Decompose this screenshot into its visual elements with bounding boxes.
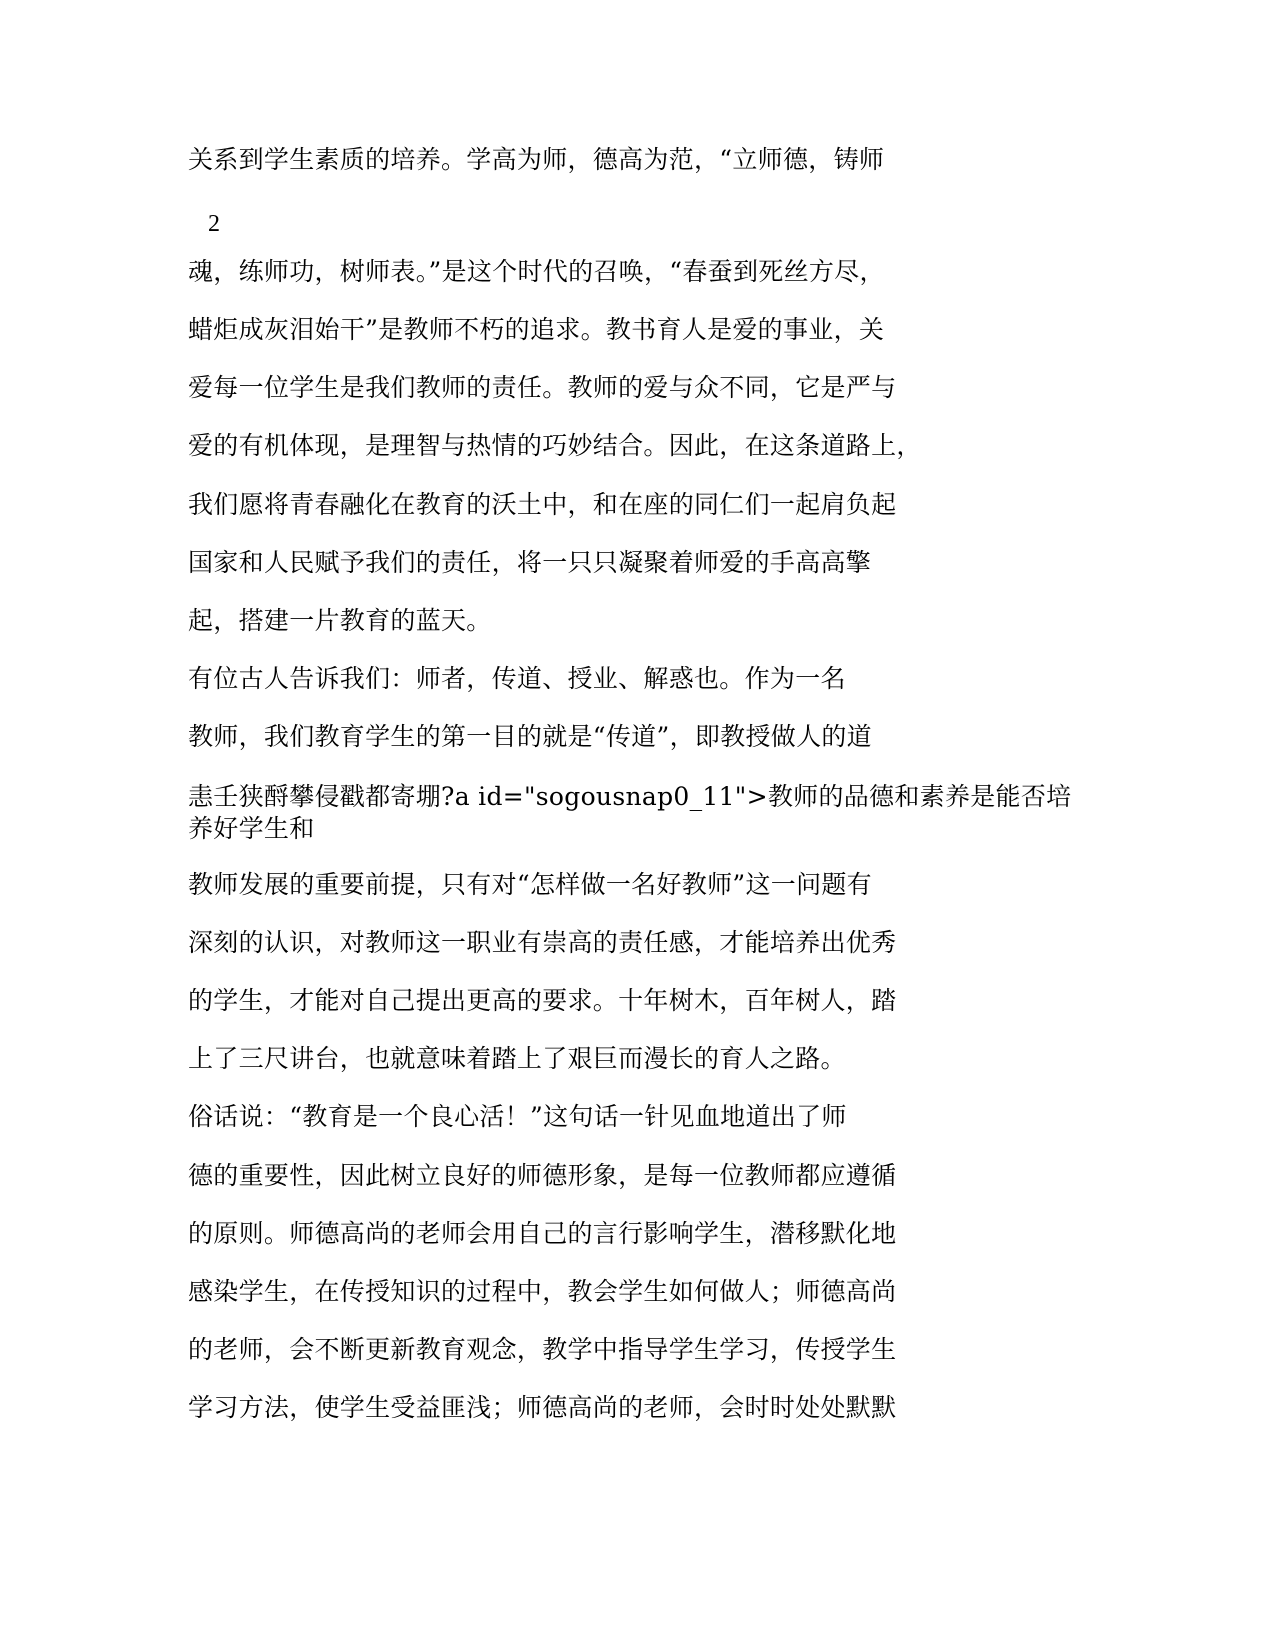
page-number: 2 xyxy=(208,211,220,237)
text-line: 教师，我们教育学生的第一目的就是“传道”，即教授做人的道 xyxy=(188,722,872,751)
text-line: 关系到学生素质的培养。学高为师，德高为范，“立师德，铸师 xyxy=(188,145,885,174)
text-line: 的原则。师德高尚的老师会用自己的言行影响学生，潜移默化地 xyxy=(188,1219,897,1248)
text-line: 深刻的认识，对教师这一职业有崇高的责任感，才能培养出优秀 xyxy=(188,928,897,957)
text-line: 感染学生，在传授知识的过程中，教会学生如何做人；师德高尚 xyxy=(188,1277,897,1306)
text-line: 俗话说：“教育是一个良心活！”这句话一针见血地道出了师 xyxy=(188,1102,847,1131)
text-line: 上了三尺讲台，也就意味着踏上了艰巨而漫长的育人之路。 xyxy=(188,1044,846,1073)
text-line: 魂，练师功，树师表。”是这个时代的召唤，“春蚕到死丝方尽， xyxy=(188,257,885,286)
text-line: 我们愿将青春融化在教育的沃土中，和在座的同仁们一起肩负起 xyxy=(188,490,897,519)
text-line: 教师发展的重要前提，只有对“怎样做一名好教师”这一问题有 xyxy=(188,870,872,899)
text-line: 有位古人告诉我们：师者，传道、授业、解惑也。作为一名 xyxy=(188,664,846,693)
text-line: 国家和人民赋予我们的责任，将一只只凝聚着师爱的手高高擎 xyxy=(188,548,872,577)
text-line: 爱每一位学生是我们教师的责任。教师的爱与众不同，它是严与 xyxy=(188,373,897,402)
text-line: 的学生，才能对自己提出更高的要求。十年树木，百年树人，踏 xyxy=(188,986,897,1015)
text-line: 的老师，会不断更新教育观念，教学中指导学生学习，传授学生 xyxy=(188,1335,897,1364)
text-line: 起，搭建一片教育的蓝天。 xyxy=(188,606,492,635)
text-line: 学习方法，使学生受益匪浅；师德高尚的老师，会时时处处默默 xyxy=(188,1393,897,1422)
text-line: 爱的有机体现，是理智与热情的巧妙结合。因此，在这条道路上， xyxy=(188,431,922,460)
text-line: 恚壬狭酹攀侵戳都寄堋?a id="sogousnap0_11">教师的品德和素养是能否培养好学生和 xyxy=(188,782,1072,843)
text-line: 德的重要性，因此树立良好的师德形象，是每一位教师都应遵循 xyxy=(188,1161,897,1190)
text-line: 蜡炬成灰泪始干”是教师不朽的追求。教书育人是爱的事业，关 xyxy=(188,315,885,344)
